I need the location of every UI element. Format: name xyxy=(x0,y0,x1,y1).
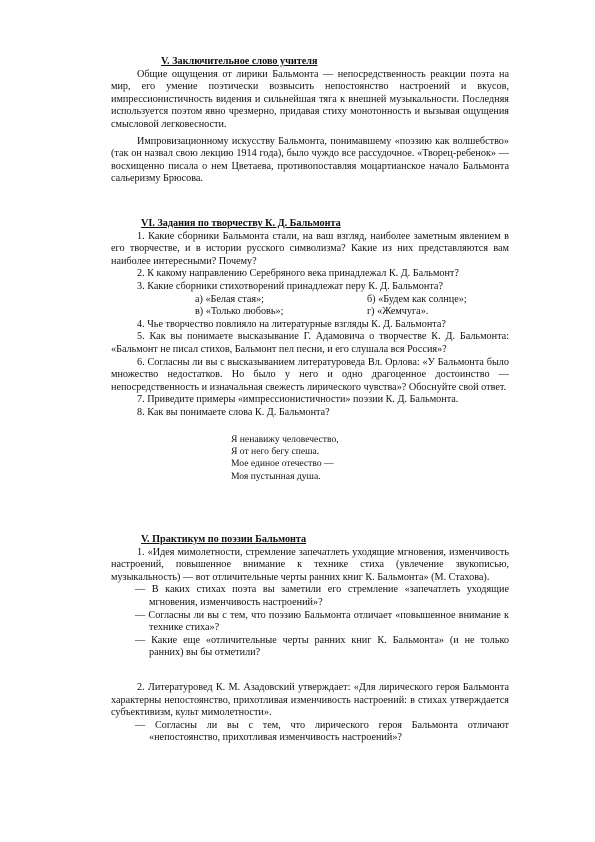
question: 7. Приведите примеры «импрессионистичности» поэзии К. Д. Бальмонта. xyxy=(137,394,459,406)
section-6 xyxy=(111,218,509,483)
section-heading: V. Практикум по поэзии Бальмонта xyxy=(141,534,307,545)
task-item: — Согласны ли вы с тем, что поэзию Бальмонта отличает «повышенное внимание к технике стиха»? xyxy=(135,609,509,634)
task-item: — В каких стихах поэта вы заметили его стремление «запечатлеть уходящие мгновения, изменчивость настроений»? xyxy=(135,584,509,608)
poem-line: Мое единое отечество — xyxy=(231,458,334,470)
question: 1. Какие сборники Бальмонта стали, на ваш взгляд, наиболее заметным явлением в его творчестве, и в истории русского символизма? Какие из них представляются вам наиболее интересными? Почему? xyxy=(111,230,509,267)
question: 2. К какому направлению Серебряного века принадлежал К. Д. Бальмонт? xyxy=(137,268,459,280)
option: в) «Только любовь»; xyxy=(195,306,284,318)
option: г) «Жемчуга». xyxy=(367,306,429,318)
question: 4. Чье творчество повлияло на литературные взгляды К. Д. Бальмонта? xyxy=(137,318,446,330)
option: б) «Будем как солнце»; xyxy=(367,293,467,305)
options-row xyxy=(111,294,509,307)
question: 6. Согласны ли вы с высказыванием литературоведа Вл. Орлова: «У Бальмонта было множество недостатков. Но было у него и одно драгоценное достоинство — непосредственность и изначальная свежесть лирического чувства»? Обоснуйте свой ответ. xyxy=(111,356,509,393)
section-5 xyxy=(111,56,509,186)
option: а) «Белая стая»; xyxy=(195,293,264,305)
section-heading: VI. Задания по творчеству К. Д. Бальмонта xyxy=(141,218,341,229)
poem-line: Моя пустынная душа. xyxy=(231,470,321,482)
task-item: — Согласны ли вы с тем, что лирического героя Бальмонта отличают «непостоянство, прихотливая изменчивость настроений»? xyxy=(135,719,509,744)
section-heading: V. Заключительное слово учителя xyxy=(161,56,318,67)
poem-line: Я ненавижу человечество, xyxy=(231,433,339,445)
task: 1. «Идея мимолетности, стремление запечатлеть уходящие мгновения, изменчивость настроений, повышенное внимание к технике стиха (увлечение звукописью, музыкальность) — вот отличительные черты ранних книг К. Бальмонта» (М. Стахова). xyxy=(111,546,509,583)
task: 2. Литературовед К. М. Азадовский утверждает: «Для лирического героя Бальмонта характерны непостоянство, прихотливая изменчивость настроений: в стихах утверждается субъективизм, культ мимолетности». xyxy=(111,681,509,719)
poem-line: Я от него бегу спеша. xyxy=(231,445,320,457)
question: 3. Какие сборники стихотворений принадлежат перу К. Д. Бальмонта? xyxy=(137,280,443,292)
question: 5. Как вы понимаете высказывание Г. Адамовича о творчестве К. Д. Бальмонта: «Бальмонт не писал стихов, Бальмонт пел песни, и его слушала вся Россия»? xyxy=(111,331,509,355)
poem xyxy=(111,434,509,484)
task-item: — Какие еще «отличительные черты ранних книг К. Бальмонта» (и не только ранних) вы бы отметили? xyxy=(135,634,509,659)
question: 8. Как вы понимаете слова К. Д. Бальмонта? xyxy=(137,406,330,418)
paragraph: Общие ощущения от лирики Бальмонта — непосредственность реакции поэта на мир, его умение поэтически возвысить непостоянство настроений и вкусов, импрессионистичность видения и сильнейшая тяга к внешней музыкальности. Последняя используется поэтом явно чрезмерно, придавая стиху монотонность и вызывая ощущения смысловой легковесности. xyxy=(111,68,509,130)
section-practice xyxy=(111,534,509,745)
options-row xyxy=(111,306,509,319)
paragraph: Импровизационному искусству Бальмонта, понимавшему «поэзию как волшебство» (так он назвал свою лекцию 1914 года), было чуждо все рассудочное. «Творец-ребенок» — восхищенно писала о нем Цветаева, противопоставляя моцартианское начало Бальмонта сальеризму Брюсова. xyxy=(111,135,509,185)
